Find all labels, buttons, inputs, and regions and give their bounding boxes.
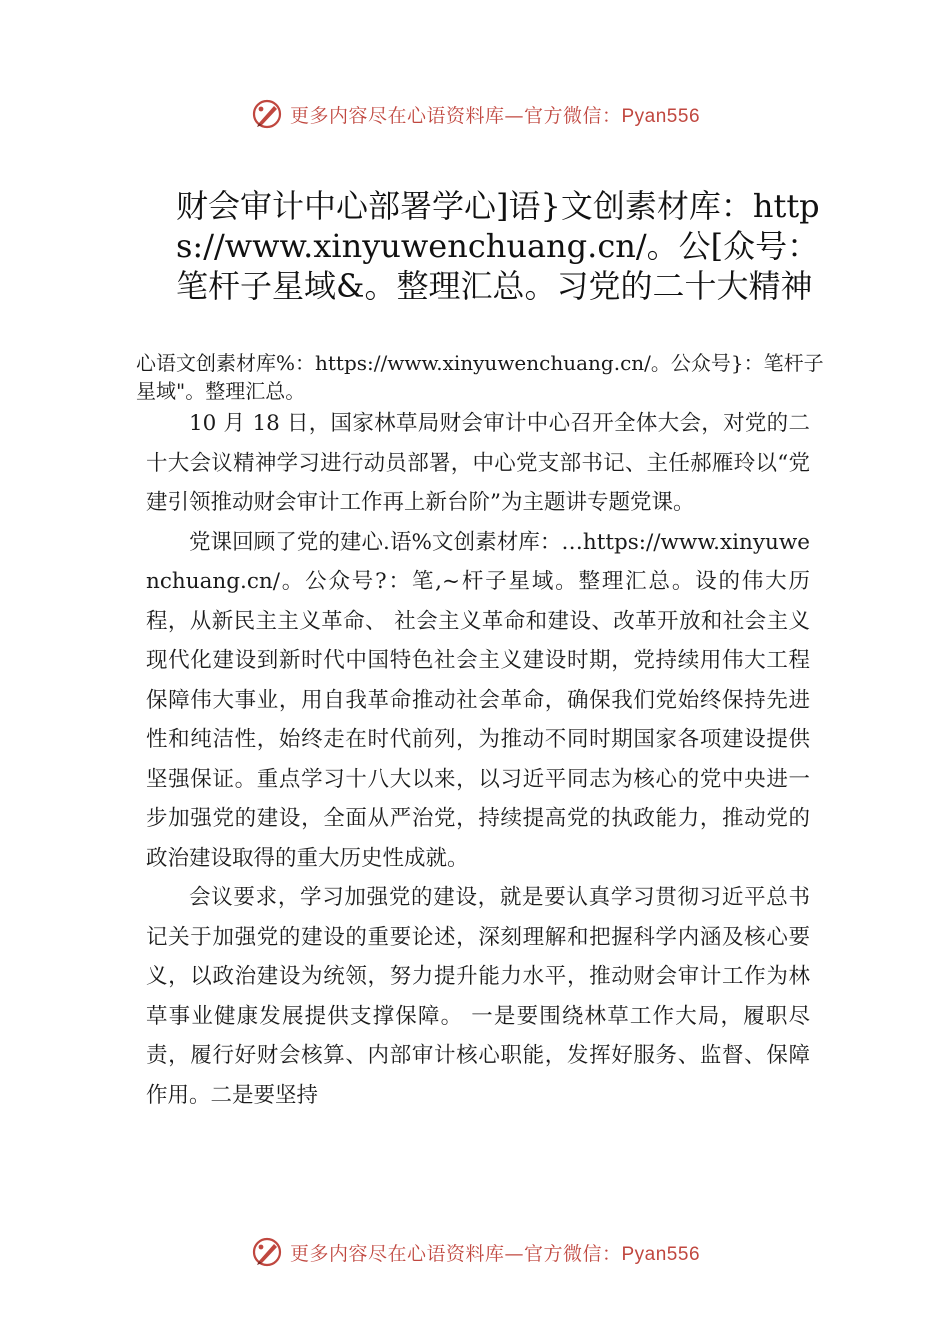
pen-logo-icon <box>250 1235 284 1269</box>
banner-text: 更多内容尽在心语资料库—官方微信： <box>289 104 622 127</box>
banner-wechat-id: Pyan556 <box>621 1243 701 1265</box>
paragraph: 会议要求，学习加强党的建设，就是要认真学习贯彻习近平总书记关于加强党的建设的重要论述，深刻理解和把握科学内涵及核心要义，以政治建设为统领，努力提升能力水平，推动财会审计工作为林草事业健康发展提供支撑保障。 一是要围绕林草工作大局，履职尽责，履行好财会核算、内部审计核心职能，发挥好服务、监督、保障作用。二是要坚持 <box>146 885 810 1108</box>
paragraph: 党课回顾了党的建心.语%文创素材库：…https://www.xinyuwenchuang.cn/。公众号?：笔,~杆子星域。整理汇总。设的伟大历程，从新民主主义革命、 社会主义革命和建设、改革开放和社会主义现代化建设到新时代中国特色社会主义建设时期，党持续用伟大工程保障伟大事业，用自我革命推动社会革命，确保我们党始终保持先进性和纯洁性，始终走在时代前列，为推动不同时期国家各项建设提供坚强保证。重点学习十八大以来，以习近平同志为核心的党中央进一步加强党的建设，全面从严治党，持续提高党的执政能力，推动党的政治建设取得的重大历史性成就。 <box>146 529 810 871</box>
banner-text: 更多内容尽在心语资料库—官方微信： <box>289 1242 622 1265</box>
banner-wechat-id: Pyan556 <box>621 105 701 127</box>
document-title: 财会审计中心部署学心]语}文创素材库：https://www.xinyuwenchuang.cn/。公[众号：笔杆子星域&。整理汇总。习党的二十大精神 <box>176 187 820 305</box>
footer-banner <box>0 1232 950 1272</box>
header-banner <box>0 94 950 134</box>
pen-logo-icon <box>250 97 284 131</box>
document-subtitle: 心语文创素材库%：https://www.xinyuwenchuang.cn/。公众号}：笔杆子星域"。整理汇总。 <box>136 351 824 403</box>
paragraph: 10 月 18 日，国家林草局财会审计中心召开全体大会，对党的二十大会议精神学习进行动员部署，中心党支部书记、主任郝雁玲以“党建引领推动财会审计工作再上新台阶”为主题讲专题党课。 <box>146 411 810 515</box>
document-body <box>146 404 810 1115</box>
